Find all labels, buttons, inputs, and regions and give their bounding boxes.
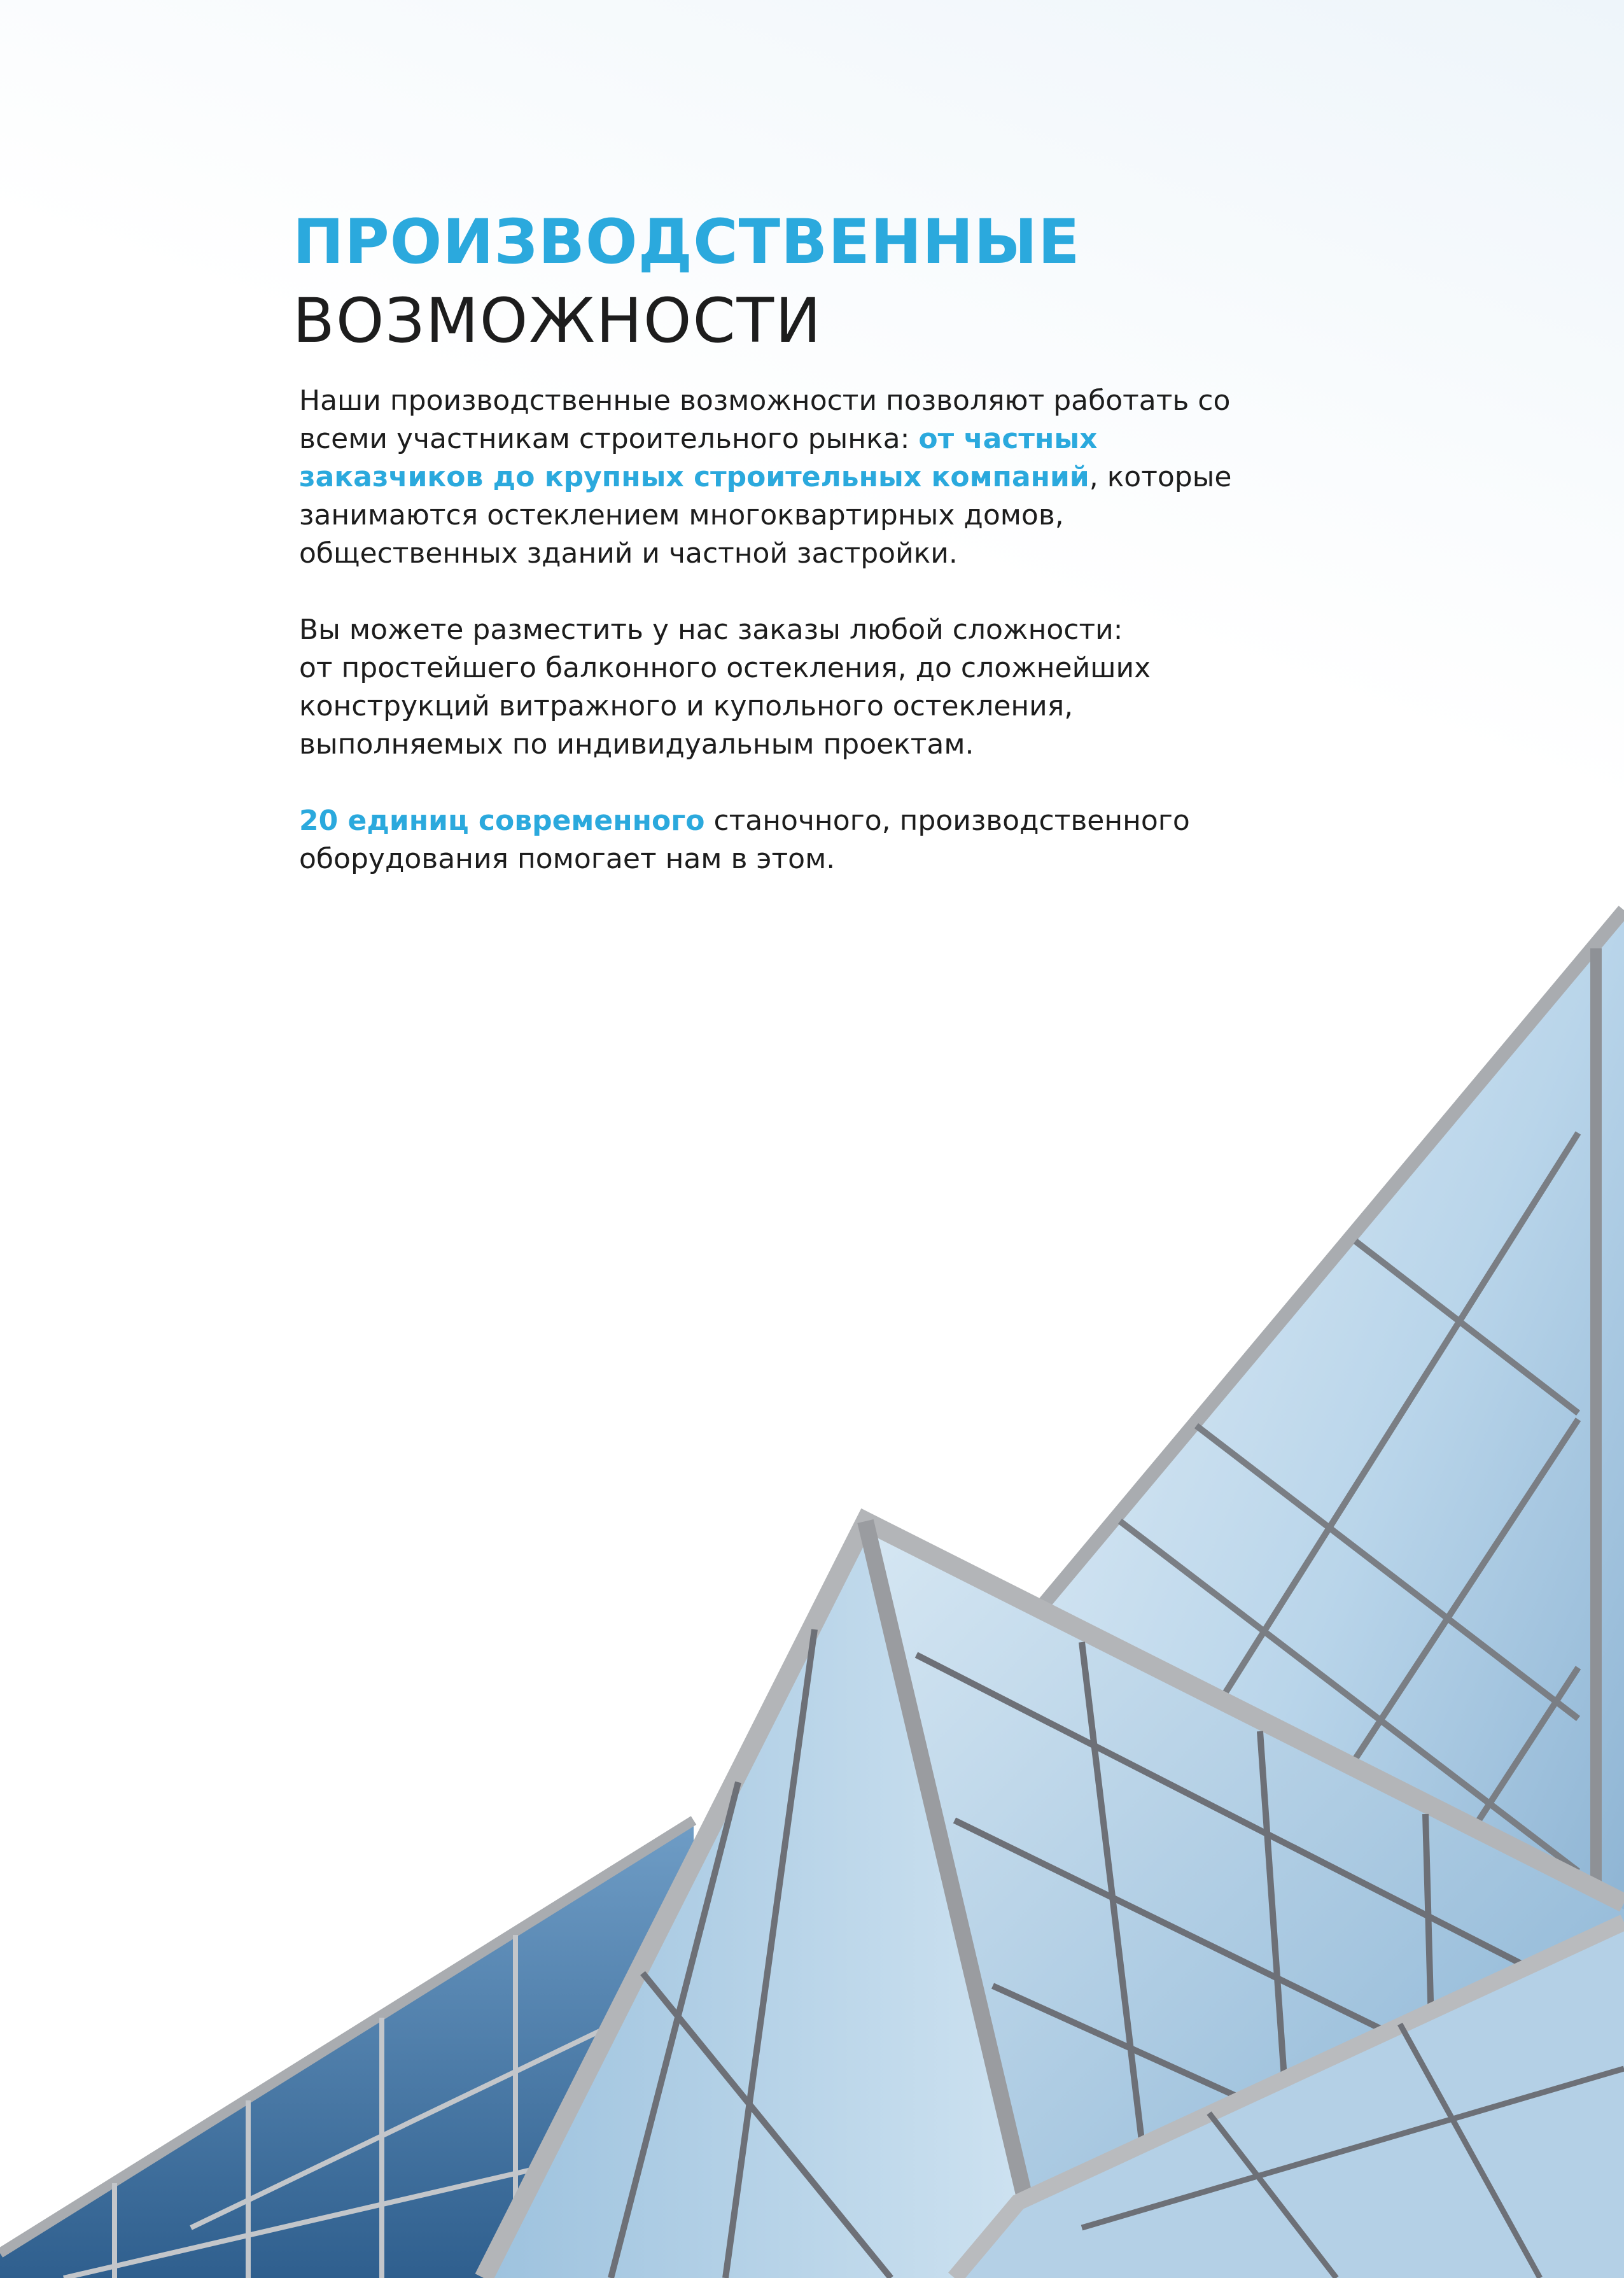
paragraph-orders: [299, 611, 1254, 764]
paragraph-2-line-3: конструкций витражного и купольного остекления,: [299, 690, 1074, 722]
paragraph-2-line-1: Вы можете разместить у нас заказы любой сложности:: [299, 614, 1123, 646]
title-accent-line: ПРОИЗВОДСТВЕННЫЕ: [293, 206, 1081, 278]
paragraph-1-text: Наши производственные возможности позволяют работать со всеми участникам строительного рынка:: [299, 384, 1231, 455]
paragraph-2-line-4: выполняемых по индивидуальным проектам.: [299, 728, 974, 761]
paragraph-1-highlight: от частных заказчиков до крупных строительных компаний: [299, 423, 1098, 493]
paragraph-3-highlight: 20 единиц современного: [299, 805, 705, 837]
body-text: [299, 382, 1254, 917]
paragraph-2-line-2: от простейшего балконного остекления, до сложнейших: [299, 652, 1151, 684]
paragraph-participants: [299, 382, 1254, 573]
paragraph-1-tail: , которые занимаются остеклением многоквартирных домов, общественных зданий и частной застройки.: [299, 461, 1232, 570]
paragraph-3-text: станочного, производственного оборудования помогает нам в этом.: [299, 805, 1190, 875]
glass-building-photo: [0, 891, 1624, 2278]
page-title: [293, 204, 1081, 359]
title-main-line: ВОЗМОЖНОСТИ: [293, 285, 822, 356]
paragraph-equipment: [299, 802, 1254, 878]
